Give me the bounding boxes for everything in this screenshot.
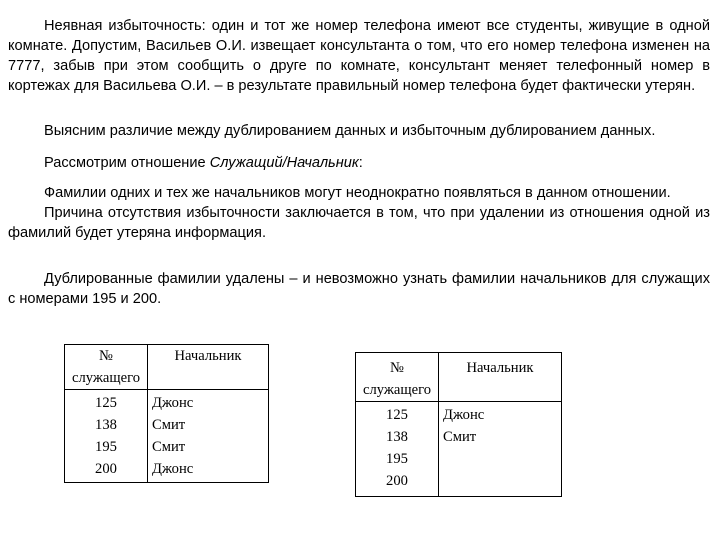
header-manager: Начальник [439, 353, 562, 402]
manager-name: Джонс [152, 395, 194, 411]
manager-name: Джонс [152, 461, 194, 477]
paragraph-no-redundancy [8, 183, 710, 243]
manager-name: Смит [443, 429, 477, 445]
employee-number-cell [65, 390, 148, 483]
paragraph-text: Причина отсутствия избыточности заключается в том, что при удалении из отношения одной из фамилий будет утеряна информация. [8, 205, 710, 241]
paragraph-text: Дублированные фамилии удалены – и невозможно узнать фамилии начальников для служащих с номерами 195 и 200. [8, 271, 710, 307]
table-row [356, 402, 562, 497]
text-suffix: : [358, 155, 363, 171]
employee-number: 125 [95, 395, 117, 411]
table-header-row [65, 345, 269, 390]
employee-number: 200 [95, 461, 117, 477]
paragraph-text: Фамилии одних и тех же начальников могут неоднократно появляться в данном отношении. [44, 185, 671, 201]
header-line: № [99, 348, 113, 364]
employee-number-cell [356, 402, 439, 497]
employee-number: 138 [386, 429, 408, 445]
table-row [65, 390, 269, 483]
paragraph-text [8, 153, 710, 173]
header-employee-number [65, 345, 148, 390]
header-line: служащего [362, 382, 432, 398]
header-employee-number [356, 353, 439, 402]
manager-name: Смит [152, 439, 186, 455]
header-line: служащего [71, 370, 141, 386]
paragraph-text: Выясним различие между дублированием данных и избыточным дублированием данных. [44, 123, 656, 139]
employee-manager-table-deduplicated [355, 352, 562, 497]
table-header-row [356, 353, 562, 402]
employee-number: 195 [95, 439, 117, 455]
manager-cell [148, 390, 269, 483]
paragraph-text: Неявная избыточность: один и тот же номер телефона имеют все студенты, живущие в одной комнате. Допустим, Васильев О.И. извещает консультанта о том, что его номер телефона изменен на 7777, забыв при этом сообщить о друге по комнате, консультант меняет телефонный номер в кортежах для Васильева О.И. – в результате правильный номер телефона будет фактически утерян. [8, 18, 710, 94]
employee-number: 195 [386, 451, 408, 467]
paragraph-removed-duplicates [8, 269, 710, 309]
paragraph-relation-intro [8, 153, 710, 173]
employee-number: 200 [386, 473, 408, 489]
paragraph-implicit-redundancy [8, 16, 710, 96]
employee-number: 138 [95, 417, 117, 433]
manager-name: Смит [152, 417, 186, 433]
paragraph-duplication-difference [8, 121, 710, 141]
relation-name: Служащий/Начальник [209, 155, 359, 171]
header-line: № [390, 360, 404, 376]
employee-number: 125 [386, 407, 408, 423]
text-prefix: Рассмотрим отношение [44, 155, 210, 171]
manager-name: Джонс [443, 407, 485, 423]
employee-manager-table-full [64, 344, 269, 483]
header-manager: Начальник [148, 345, 269, 390]
manager-cell [439, 402, 562, 497]
